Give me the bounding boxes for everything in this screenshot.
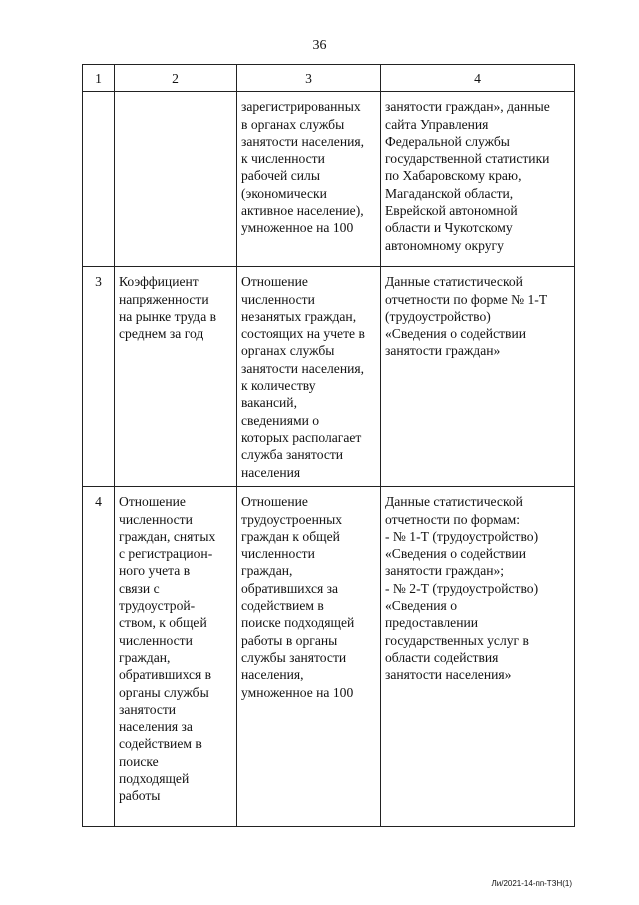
row-number: 4 xyxy=(83,487,115,827)
row-number xyxy=(83,92,115,267)
data-source: занятости граждан», данные сайта Управления Федеральной службы государственной статистики по Хабаровскому краю, Магаданской области, Еврейской автономной области и Чукотскому автономному округу xyxy=(381,92,575,267)
calculation-method: Отношение численности незанятых граждан, состоящих на учете в органах службы занятости населения, к количеству вакансий, сведениями о которых располагает служба занятости населения xyxy=(237,267,381,487)
calculation-method: Отношение трудоустроенных граждан к общей численности граждан, обратившихся за содействием в поиске подходящей работы в органы службы занятости населения, умноженное на 100 xyxy=(237,487,381,827)
calculation-method: зарегистрированных в органах службы занятости населения, к численности рабочей силы (экономически активное население), умноженное на 100 xyxy=(237,92,381,267)
table-row xyxy=(83,267,575,487)
data-source: Данные статистической отчетности по формам: - № 1-Т (трудоустройство) «Сведения о содействии занятости граждан»; - № 2-Т (трудоустройство) «Сведения о предоставлении государственных услуг в области содействия занятости населения» xyxy=(381,487,575,827)
document-code: Ли/2021-14-пп-ТЗН(1) xyxy=(491,879,572,888)
page-number: 36 xyxy=(312,38,327,53)
indicator-name xyxy=(115,92,237,267)
row-number: 3 xyxy=(83,267,115,487)
column-header: 1 xyxy=(83,65,115,92)
column-header: 4 xyxy=(381,65,575,92)
column-header: 3 xyxy=(237,65,381,92)
indicator-name: Отношение численности граждан, снятых с регистрацион- ного учета в связи с трудоустрой- ством, к общей численности граждан, обратившихся в органы службы занятости населения за содействием в поиске подходящей работы xyxy=(115,487,237,827)
indicators-table xyxy=(82,64,575,827)
table-header-row xyxy=(83,65,575,92)
indicator-name: Коэффициент напряженности на рынке труда в среднем за год xyxy=(115,267,237,487)
column-header: 2 xyxy=(115,65,237,92)
table-row xyxy=(83,487,575,827)
table-row xyxy=(83,92,575,267)
data-source: Данные статистической отчетности по форме № 1-Т (трудоустройство) «Сведения о содействии занятости граждан» xyxy=(381,267,575,487)
